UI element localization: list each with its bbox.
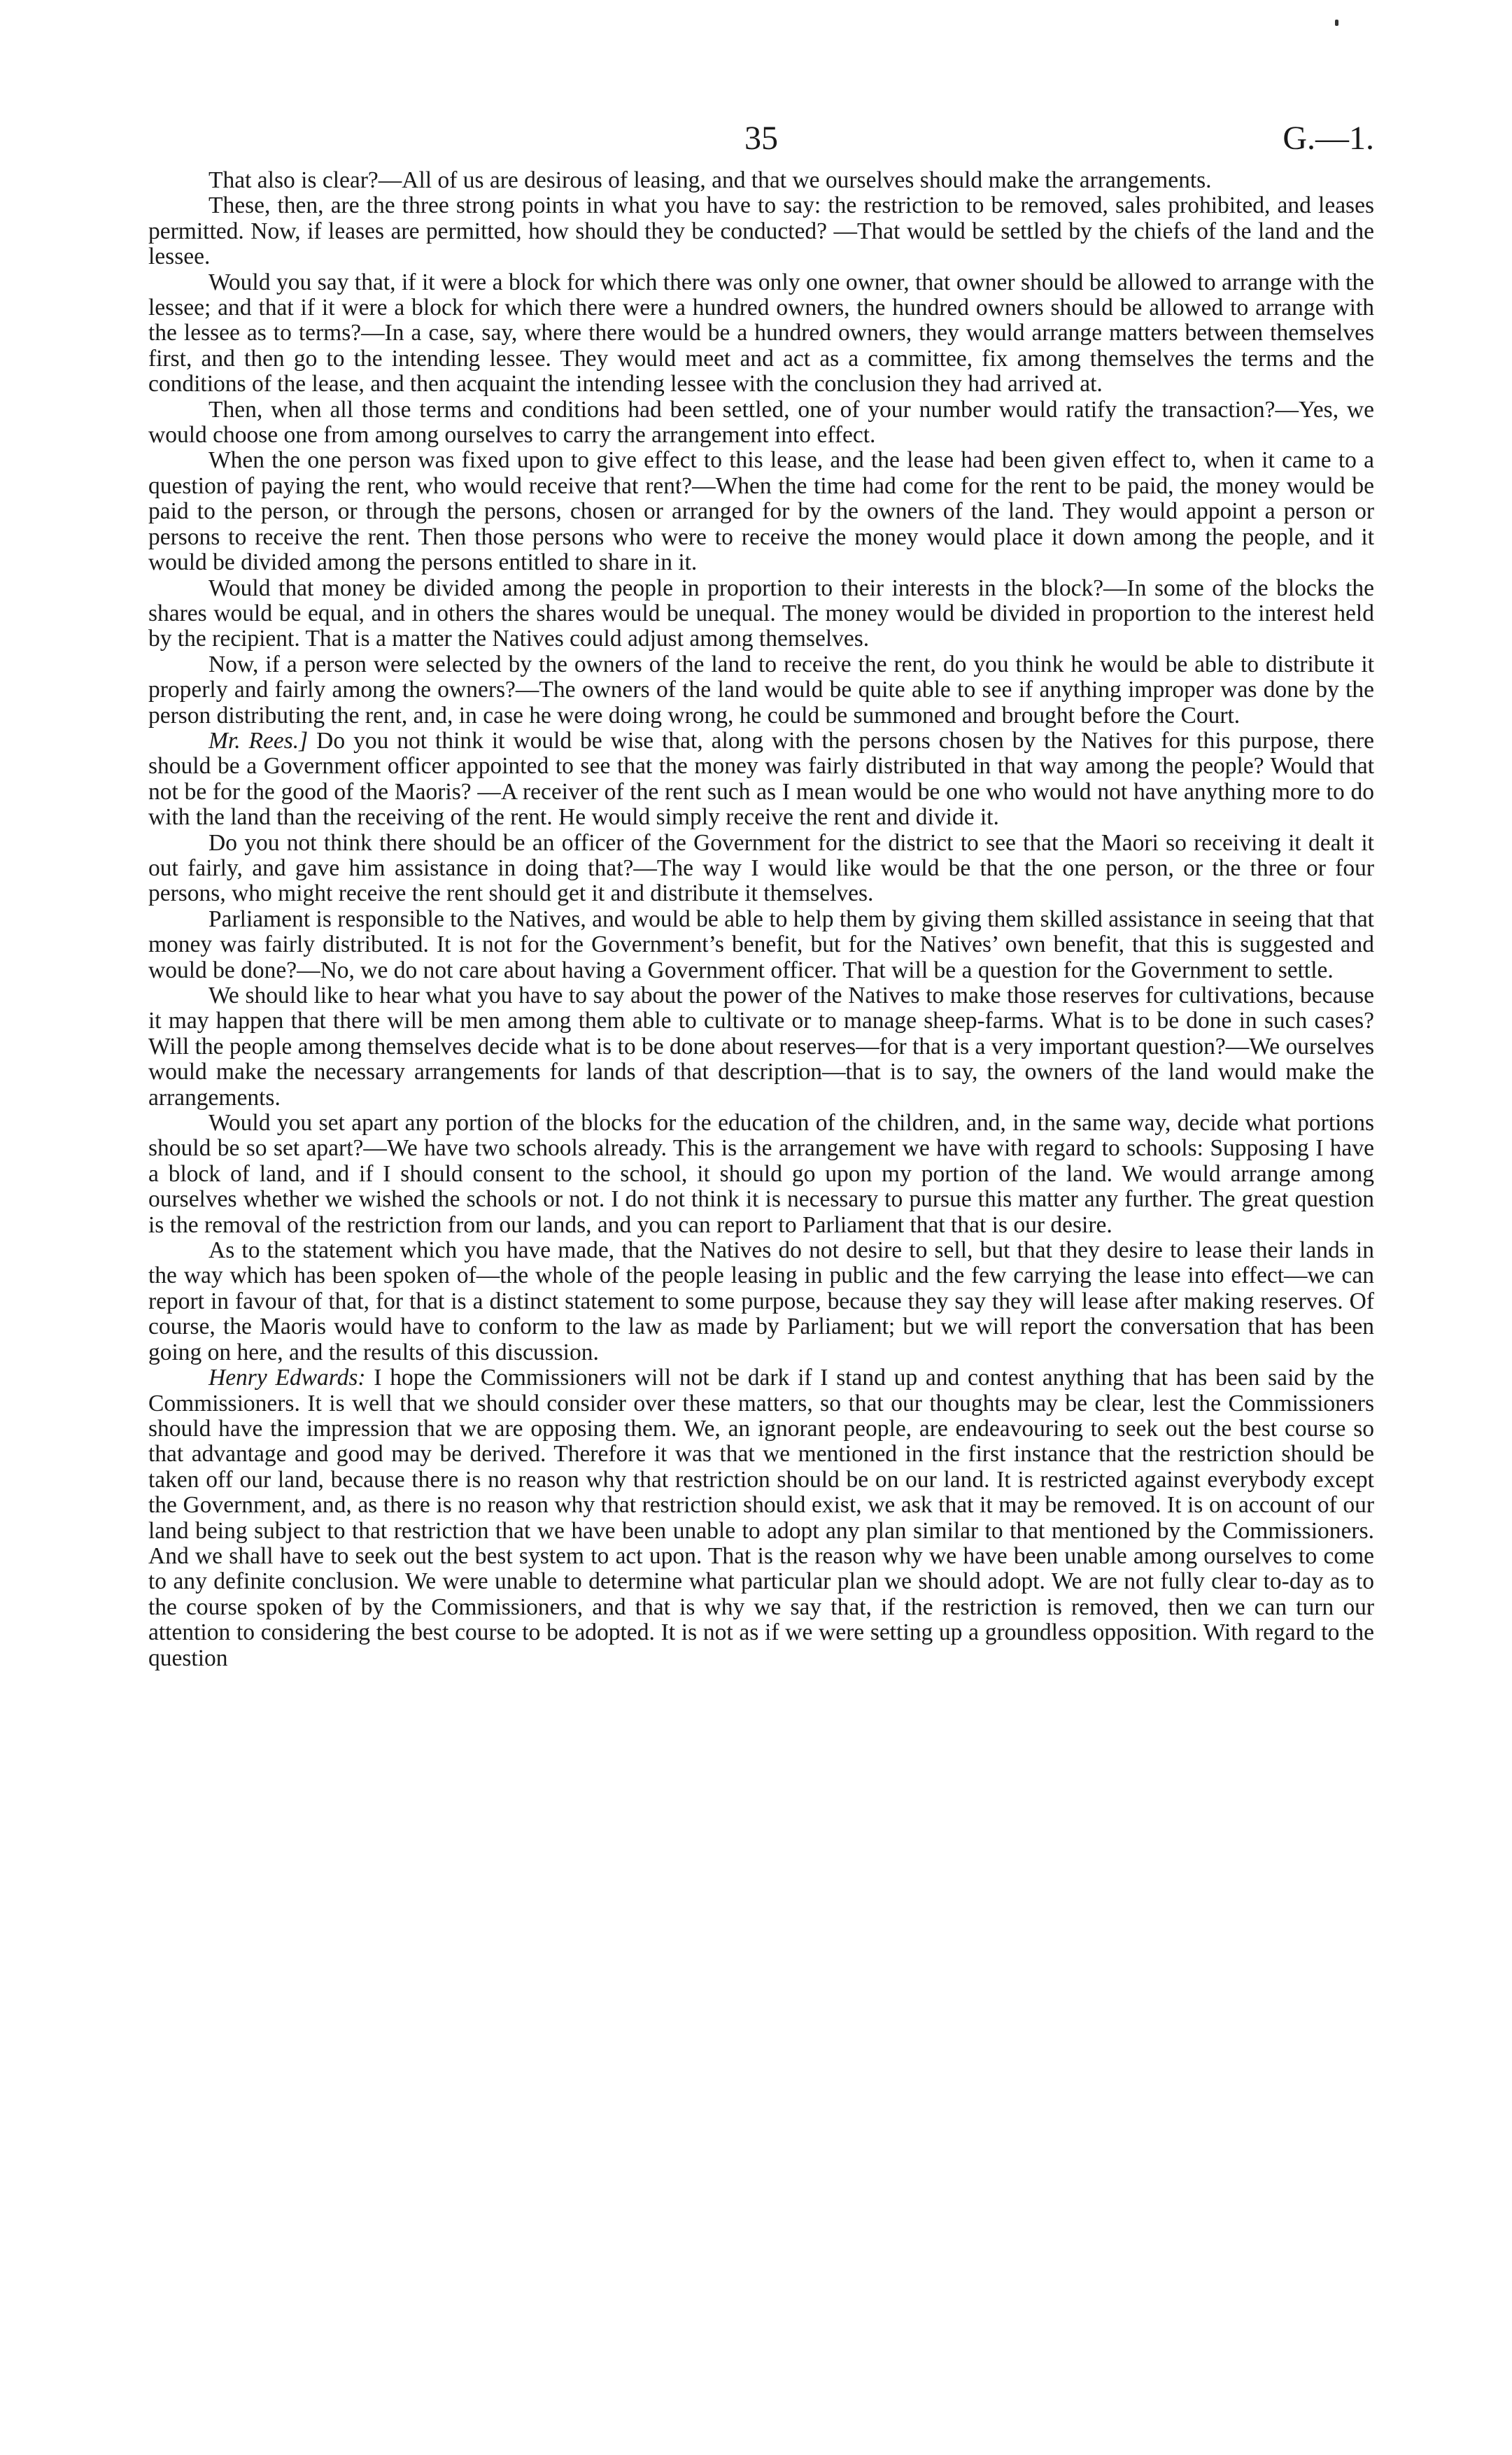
paragraph: Henry Edwards: I hope the Commissioners will not be dark if I stand up and contest anything that has been said by the Commissioners. It is well that we should consider over these matters, so that our thoughts may be clear, lest the Commissioners should have the impression that we are opposing them. We, an ignorant people, are endeavouring to seek out the best course so that advantage and good may be derived. Therefore it was that we mentioned in the first instance that the restriction should be taken off our land, because there is no reason why that restriction should be on our land. It is restricted against everybody except the Government, and, as there is no reason why that restriction should exist, we ask that it may be removed. It is on account of our land being subject to that restriction that we have been unable to adopt any plan similar to that mentioned by the Commissioners. And we shall have to seek out the best system to act upon. That is the reason why we have been unable among ourselves to come to any definite conclusion. We were unable to determine what particular plan we should adopt. We are not fully clear to-day as to the course spoken of by the Commissioners, and that is why we say that, if the restriction is removed, then we can turn our attention to considering the best course to be adopted. It is not as if we were setting up a groundless opposition. With regard to the question [148,1365,1374,1671]
page-number: 35 [744,120,778,157]
speaker-name: Henry Edwards: [209,1365,366,1391]
speck-mark [1335,20,1338,26]
paragraph: When the one person was fixed upon to give effect to this lease, and the lease had been given effect to, when it came to a question of paying the rent, who would receive that rent?—When the time had come for the rent to be paid, the money would be paid to the person, or through the persons, chosen or arranged for by the owners of the land. They would appoint a person or persons to receive the rent. Then those persons who were to receive the money would place it down among the people, and it would be divided among the persons entitled to share in it. [148,447,1374,576]
body-text [148,168,1374,1671]
paragraph: As to the statement which you have made, that the Natives do not desire to sell, but that they desire to lease their lands in the way which has been spoken of—the whole of the people leasing in public and the few carrying the lease into effect—we can report in favour of that, for that is a distinct statement to some purpose, because they say they will lease after making reserves. Of course, the Maoris would have to conform to the law as made by Parliament; but we will report the conversation that has been going on here, and the results of this discussion. [148,1237,1374,1365]
document-reference: G.—1. [1283,120,1374,157]
page-header [148,105,1374,168]
paragraph: Would you say that, if it were a block for which there was only one owner, that owner should be allowed to arrange with the lessee; and that if it were a block for which there were a hundred owners, the hundred owners should be allowed to arrange with the lessee as to terms?—In a case, say, where there would be a hundred owners, they would arrange matters between themselves first, and then go to the intending lessee. They would meet and act as a committee, fix among themselves the terms and the conditions of the lease, and then acquaint the intending lessee with the conclusion they had arrived at. [148,269,1374,398]
paragraph: Then, when all those terms and conditions had been settled, one of your number would ratify the transaction?—Yes, we would choose one from among ourselves to carry the arrangement into effect. [148,396,1374,449]
paragraph: That also is clear?—All of us are desirous of leasing, and that we ourselves should make the arrangements. [209,167,1212,193]
speaker-name: Mr. Rees.] [209,727,309,754]
paragraph: Mr. Rees.] Do you not think it would be wise that, along with the persons chosen by the Natives for this purpose, there should be a Government officer appointed to see that the money was fairly distributed in that way among the people? Would that not be for the good of the Maoris? —A receiver of the rent such as I mean would be one who would not have anything more to do with the land than the receiving of the rent. He would simply receive the rent and divide it. [148,727,1374,831]
paragraph: Parliament is responsible to the Natives, and would be able to help them by giving them skilled assistance in seeing that that money was fairly distributed. It is not for the Government’s benefit, but for the Natives’ own benefit, that this is suggested and would be done?—No, we do not care about having a Government officer. That will be a question for the Government to settle. [148,906,1374,983]
document-page [148,105,1374,1671]
paragraph: These, then, are the three strong points in what you have to say: the restriction to be removed, sales prohibited, and leases permitted. Now, if leases are permitted, how should they be conducted? —That would be settled by the chiefs of the land and the lessee. [148,192,1374,270]
paragraph: Would you set apart any portion of the blocks for the education of the children, and, in the same way, decide what portions should be so set apart?—We have two schools already. This is the arrangement we have with regard to schools: Supposing I have a block of land, and if I should consent to the school, it should go upon my portion of the land. We would arrange among ourselves whether we wished the schools or not. I do not think it is necessary to pursue this matter any further. The great question is the removal of the restriction from our lands, and you can report to Parliament that that is our desire. [148,1110,1374,1238]
paragraph: Would that money be divided among the people in proportion to their interests in the block?—In some of the blocks the shares would be equal, and in others the shares would be unequal. The money would be divided in proportion to the interest held by the recipient. That is a matter the Natives could adjust among themselves. [148,575,1374,652]
paragraph: We should like to hear what you have to say about the power of the Natives to make those reserves for cultivations, because it may happen that there will be men among them able to cultivate or to manage sheep-farms. What is to be done in such cases? Will the people among themselves decide what is to be done about reserves—for that is a very important question?—We ourselves would make the necessary arrangements for lands of that description—that is to say, the owners of the land would make the arrangements. [148,983,1374,1111]
paragraph: Now, if a person were selected by the owners of the land to receive the rent, do you think he would be able to distribute it properly and fairly among the owners?—The owners of the land would be quite able to see if anything improper was done by the person distributing the rent, and, in case he were doing wrong, he could be summoned and brought before the Court. [148,651,1374,729]
paragraph: Do you not think there should be an officer of the Government for the district to see that the Maori so receiving it dealt it out fairly, and gave him assistance in doing that?—The way I would like would be that the one person, or the three or four persons, who might receive the rent should get it and distribute it themselves. [148,829,1374,907]
